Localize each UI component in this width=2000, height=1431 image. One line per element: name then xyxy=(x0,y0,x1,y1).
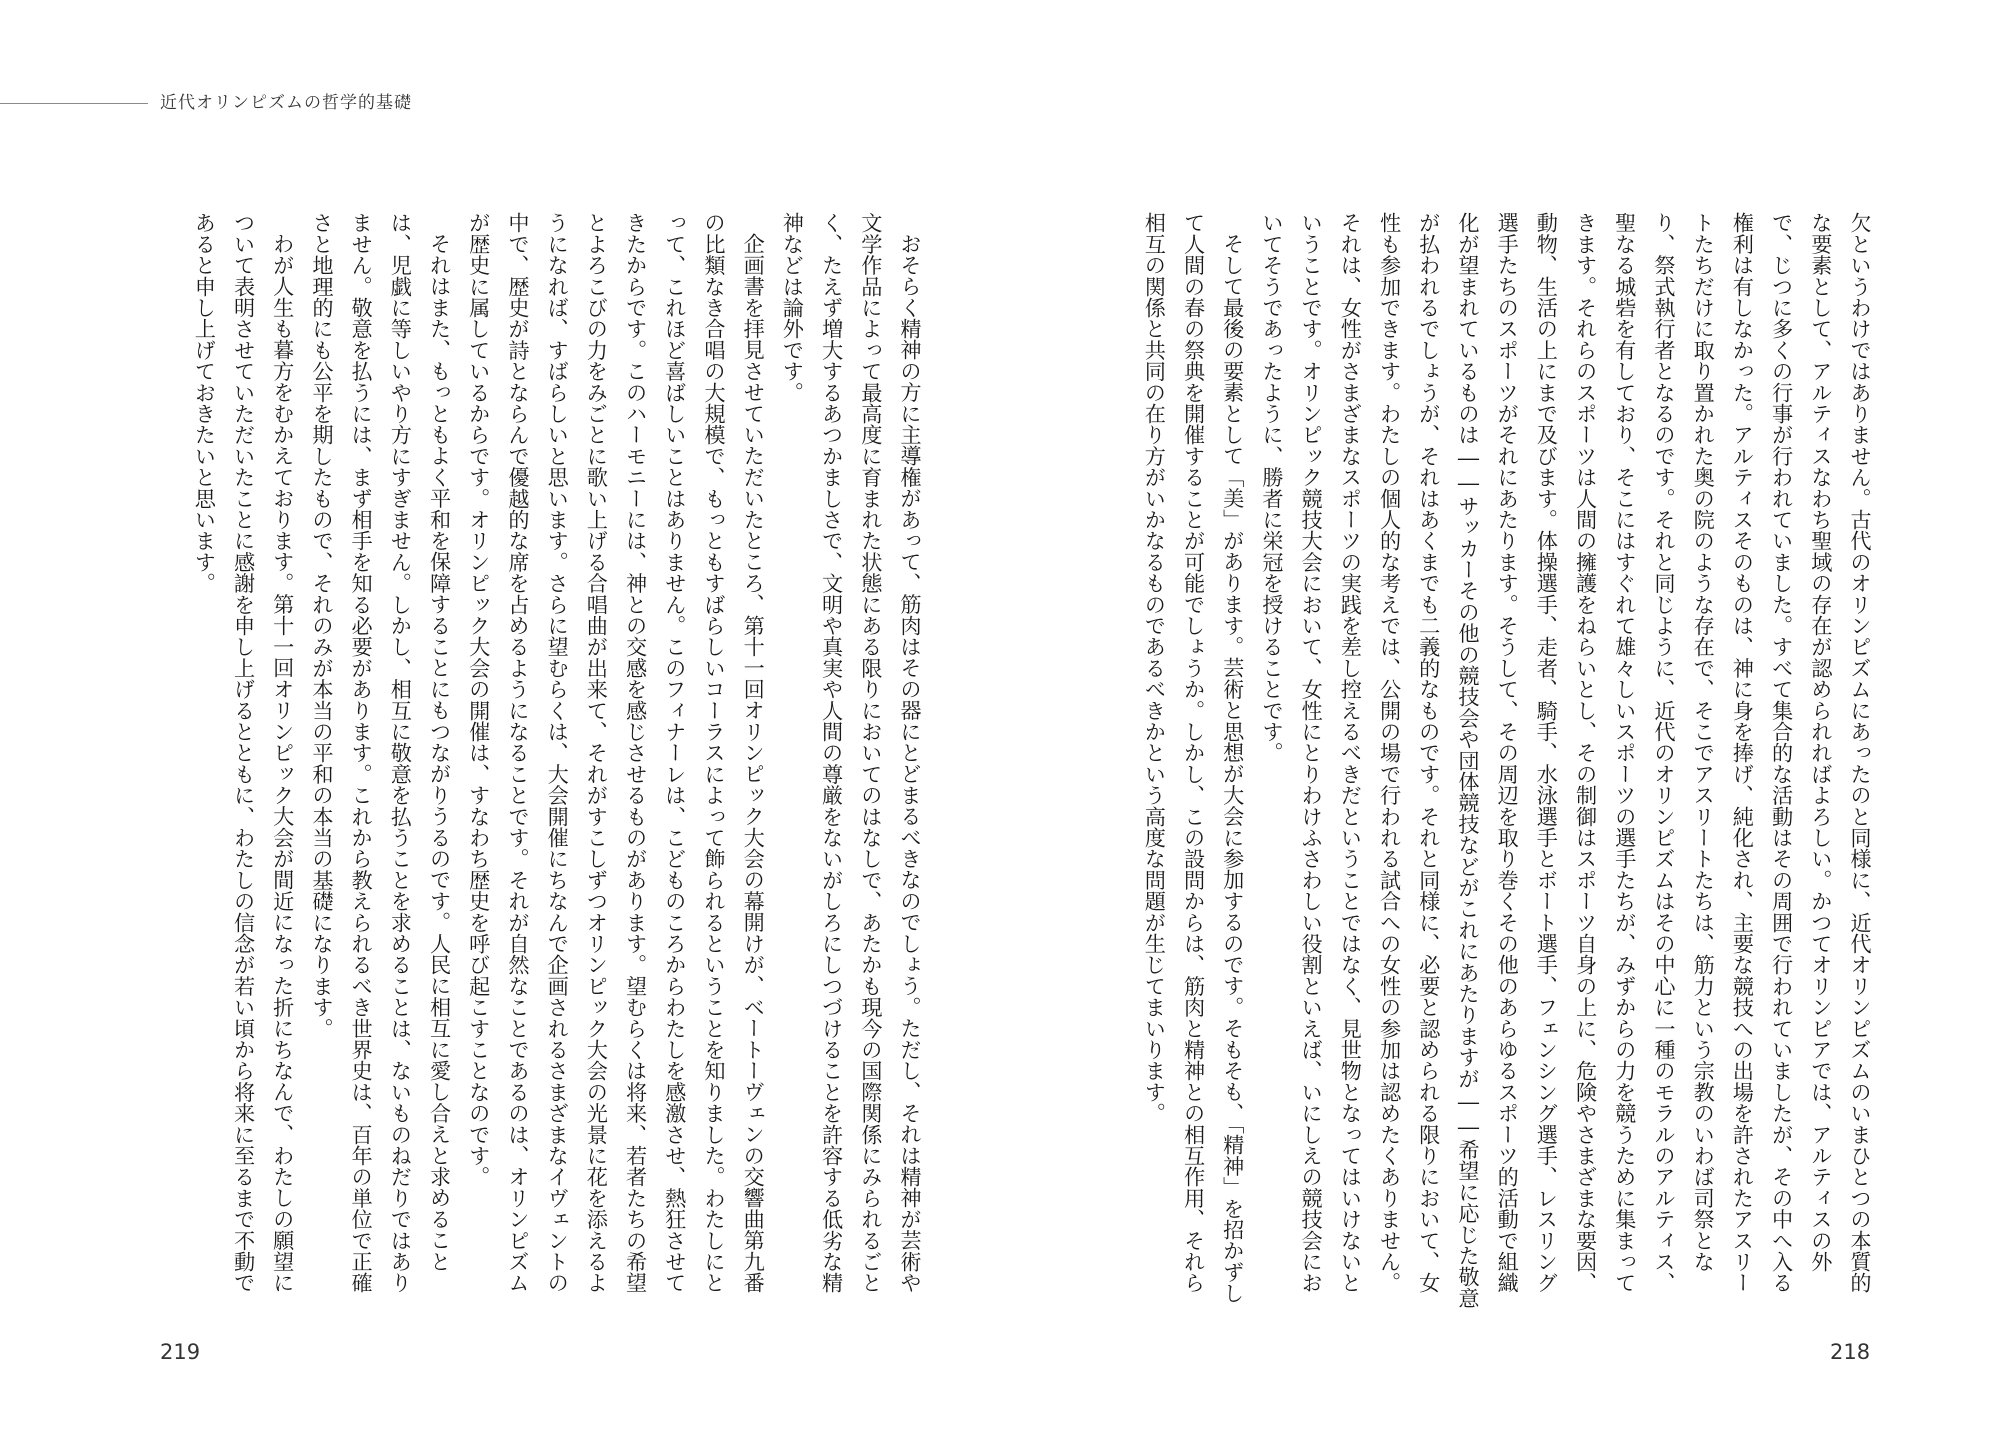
paragraph: 企画書を拝見させていただいたところ、第十一回オリンピック大会の幕開けが、ベートーヴェンの交響曲第九番の比類なき合唱の大規模で、もっともすばらしいコーラスによって飾られるということを知りました。わたしにとって、これほど喜ばしいことはありません。このフィナーレは、こどものころからわたしを感激させ、熱狂させてきたからです。このハーモニーには、神との交感を感じさせるものがあります。望むらくは将来、若者たちの希望とよろこびの力をみごとに歌い上げる合唱曲が出来て、それがすこしずつオリンピック大会の光景に花を添えるようになれば、すばらしいと思います。さらに望むらくは、大会開催にちなんで企画されるさまざまなイヴェントの中で、歴史が詩とならんで優越的な席を占めるようになることです。それが自然なことであるのは、オリンピズムが歴史に属しているからです。オリンピック大会の開催は、すなわち歴史を呼び起こすことなのです。 xyxy=(466,212,767,1294)
running-head-rule xyxy=(0,103,148,104)
paragraph: そして最後の要素として「美」があります。芸術と思想が大会に参加するのです。そもそも、「精神」を招かずして人間の春の祭典を開催することが可能でしょうか。しかし、この設問からは、筋肉と精神との相互作用、それら相互の関係と共同の在り方がいかなるものであるべきかという高度な問題が生じてまいります。 xyxy=(1142,212,1246,1304)
page-number-right: 218 xyxy=(1830,1340,1871,1364)
paragraph: 欠というわけではありません。古代のオリンピズムにあったのと同様に、近代オリンピズムのいまひとつの本質的な要素として、アルティスなわち聖域の存在が認められればよろしい。かつてオリンピアでは、アルティスの外で、じつに多くの行事が行われていました。すべて集合的な活動はその周囲で行われていましたが、その中へ入る権利は有しなかった。アルティスそのものは、神に身を捧げ、純化され、主要な競技への出場を許されたアスリートたちだけに取り置かれた奥の院のような存在で、そこでアスリートたちは、筋力という宗教のいわば司祭となり、祭式執行者となるのです。それと同じように、近代のオリンピズムはその中心に一種のモラルのアルティス、聖なる城砦を有しており、そこにはすぐれて雄々しいスポーツの選手たちが、みずからの力を競うために集まってきます。それらのスポーツは人間の擁護をねらいとし、その制御はスポーツ自身の上に、危険やさまざまな要因、動物、生活の上にまで及びます。体操選手、走者、騎手、水泳選手とボート選手、フェンシング選手、レスリング選手たちのスポーツがそれにあたります。そうして、その周辺を取り巻くその他のあらゆるスポーツ的活動で組織化が望まれているものは――サッカーその他の競技会や団体競技などがこれにあたりますが――希望に応じた敬意が払われるでしょうが、それはあくまでも二義的なものです。それと同様に、必要と認められる限りにおいて、女性も参加できます。わたしの個人的な考えでは、公開の場で行われる試合への女性の参加は認めたくありません。それは、女性がさまざまなスポーツの実践を差し控えるべきだということではなく、見世物となってはいけないということです。オリンピック競技大会において、女性にとりわけふさわしい役割といえば、いにしえの競技会においてそうであったように、勝者に栄冠を授けることです。 xyxy=(1259,212,1873,1309)
left-page-text xyxy=(150,212,930,1310)
running-head-title: 近代オリンピズムの哲学的基礎 xyxy=(160,93,412,113)
right-page-text xyxy=(1100,212,1880,1310)
page-number-left: 219 xyxy=(160,1340,201,1364)
paragraph: それはまた、もっともよく平和を保障することにもつながりうるのです。人民に相互に愛し合えと求めることは、児戯に等しいやり方にすぎません。しかし、相互に敬意を払うことを求めることは、ないものねだりではありません。敬意を払うには、まず相手を知る必要があります。これから教えられるべき世界史は、百年の単位で正確さと地理的にも公平を期したもので、それのみが本当の平和の本当の基礎になります。 xyxy=(309,212,453,1294)
paragraph: おそらく精神の方に主導権があって、筋肉はその器にとどまるべきなのでしょう。ただし、それは精神が芸術や文学作品によって最高度に育まれた状態にある限りにおいてのはなしで、あたかも現今の国際関係にみられるごとく、たえず増大するあつかましさで、文明や真実や人間の尊厳をないがしろにしつづけることを許容する低劣な精神などは論外です。 xyxy=(780,212,923,1294)
paragraph: わが人生も暮方をむかえております。第十一回オリンピック大会が間近になった折にちなんで、わたしの願望について表明させていただいたことに感謝を申し上げるとともに、わたしの信念が若い頃から将来に至るまで不動であると申し上げておきたいと思います。 xyxy=(192,212,296,1294)
